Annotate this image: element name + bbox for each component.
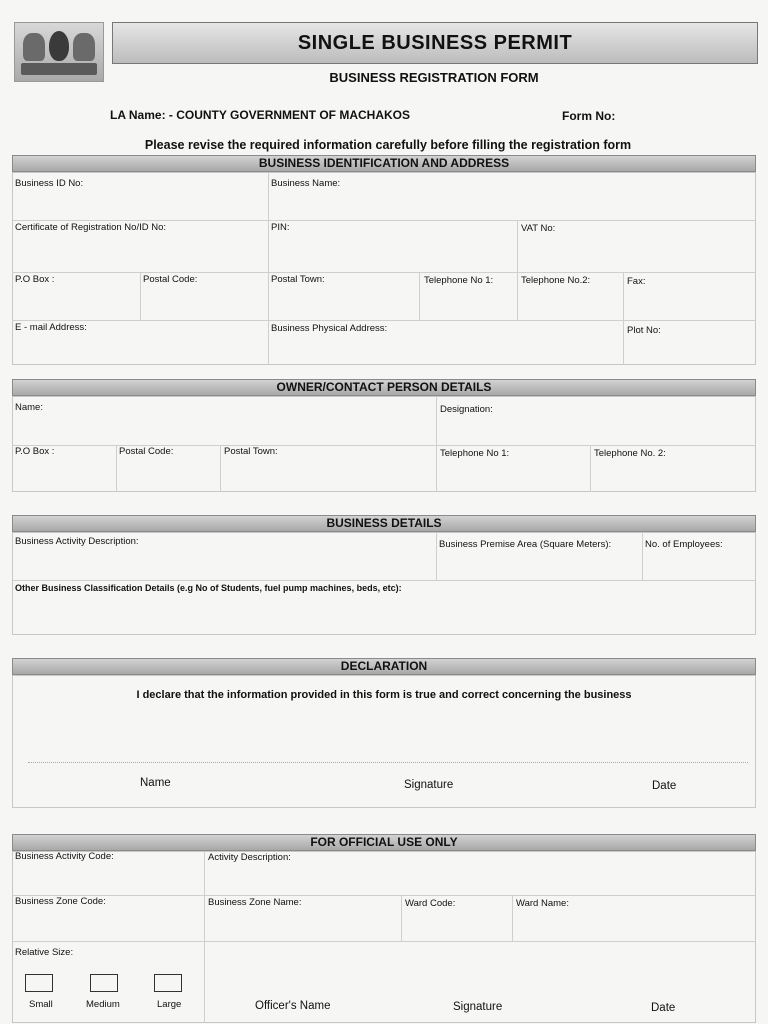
pin-field[interactable]: PIN: — [271, 222, 290, 233]
physical-address-field[interactable]: Business Physical Address: — [271, 323, 388, 334]
form-subtitle: BUSINESS REGISTRATION FORM — [329, 70, 539, 85]
ward-name-field[interactable]: Ward Name: — [516, 898, 569, 909]
email-field[interactable]: E - mail Address: — [15, 322, 87, 333]
section-heading-official-use: FOR OFFICIAL USE ONLY — [12, 834, 756, 851]
officer-name-label[interactable]: Officer's Name — [255, 1000, 331, 1012]
section-heading-business-details: BUSINESS DETAILS — [12, 515, 756, 532]
ward-code-field[interactable]: Ward Code: — [405, 898, 456, 909]
po-box-field[interactable]: P.O Box : — [15, 274, 55, 285]
employees-field[interactable]: No. of Employees: — [645, 539, 723, 550]
business-name-field[interactable]: Business Name: — [271, 178, 341, 189]
zone-code-field[interactable]: Business Zone Code: — [15, 896, 106, 907]
telephone-2-field[interactable]: Telephone No.2: — [521, 275, 591, 286]
section-heading-owner: OWNER/CONTACT PERSON DETAILS — [12, 379, 756, 396]
la-name: LA Name: - COUNTY GOVERNMENT OF MACHAKOS — [110, 108, 411, 122]
cert-registration-field[interactable]: Certificate of Registration No/ID No: — [15, 222, 167, 233]
activity-description-field[interactable]: Business Activity Description: — [15, 536, 139, 547]
plot-no-field[interactable]: Plot No: — [627, 325, 661, 336]
designation-field[interactable]: Designation: — [440, 404, 493, 415]
size-large-label: Large — [157, 999, 182, 1010]
page-title: SINGLE BUSINESS PERMIT — [112, 22, 758, 64]
size-medium-label: Medium — [86, 999, 120, 1010]
owner-name-field[interactable]: Name: — [15, 402, 43, 413]
other-classification-field[interactable]: Other Business Classification Details (e.g No of Students, fuel pump machines, beds, etc): — [15, 583, 402, 593]
officer-signature-label[interactable]: Signature — [453, 1001, 503, 1013]
activity-code-field[interactable]: Business Activity Code: — [15, 851, 114, 862]
telephone-1-field[interactable]: Telephone No 1: — [424, 275, 494, 286]
owner-po-box-field[interactable]: P.O Box : — [15, 446, 55, 457]
coat-of-arms-icon — [14, 22, 104, 82]
fax-field[interactable]: Fax: — [627, 276, 646, 287]
declaration-name-label[interactable]: Name — [140, 777, 171, 789]
size-small-label: Small — [29, 999, 53, 1010]
relative-size-label: Relative Size: — [15, 947, 74, 958]
size-small-checkbox[interactable] — [25, 974, 53, 992]
size-medium-checkbox[interactable] — [90, 974, 118, 992]
official-use-box — [12, 851, 756, 1023]
postal-town-field[interactable]: Postal Town: — [271, 274, 325, 285]
owner-telephone-1-field[interactable]: Telephone No 1: — [440, 448, 510, 459]
section-heading-declaration: DECLARATION — [12, 658, 756, 675]
officer-date-label[interactable]: Date — [651, 1002, 676, 1014]
instruction-text: Please revise the required information carefully before filling the registration form — [144, 138, 632, 152]
form-no-label: Form No: — [562, 109, 616, 123]
vat-field[interactable]: VAT No: — [521, 223, 556, 234]
owner-postal-town-field[interactable]: Postal Town: — [224, 446, 278, 457]
business-identification-box — [12, 172, 756, 365]
declaration-date-label[interactable]: Date — [652, 780, 677, 792]
declaration-text: I declare that the information provided in this form is true and correct concerning the business — [136, 689, 632, 701]
postal-code-field[interactable]: Postal Code: — [143, 274, 198, 285]
official-activity-description-field[interactable]: Activity Description: — [208, 852, 291, 863]
declaration-signature-label[interactable]: Signature — [404, 779, 454, 791]
size-large-checkbox[interactable] — [154, 974, 182, 992]
owner-box — [12, 396, 756, 492]
section-heading-business-identification: BUSINESS IDENTIFICATION AND ADDRESS — [12, 155, 756, 172]
owner-postal-code-field[interactable]: Postal Code: — [119, 446, 174, 457]
premise-area-field[interactable]: Business Premise Area (Square Meters): — [439, 539, 612, 550]
zone-name-field[interactable]: Business Zone Name: — [208, 897, 302, 908]
business-id-field[interactable]: Business ID No: — [15, 178, 84, 189]
owner-telephone-2-field[interactable]: Telephone No. 2: — [594, 448, 666, 459]
